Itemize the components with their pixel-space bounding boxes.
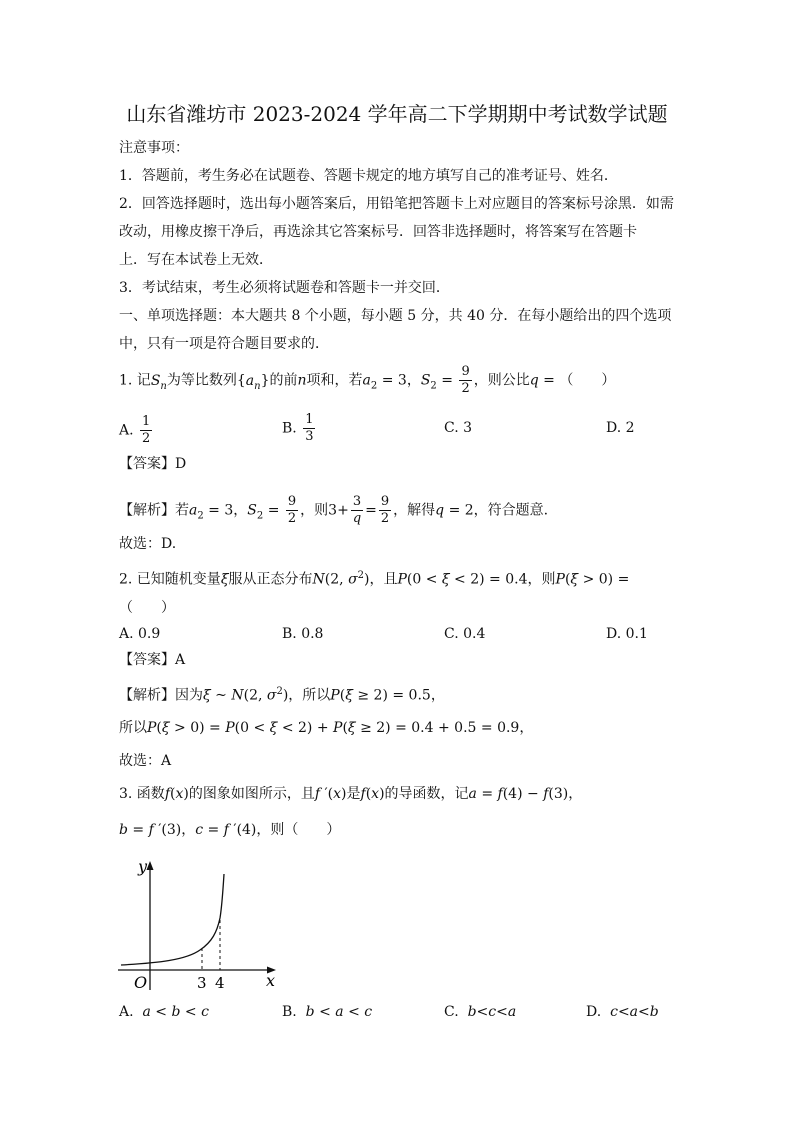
q3-option-b: B. b < a < c xyxy=(282,1004,373,1020)
q2-option-b: B. 0.8 xyxy=(282,626,324,642)
q2-explanation-1: 【解析】因为ξ ~ N(2, $\sigma^2$)，所以P(ξ ≥ 2) = 0.5， xyxy=(119,686,445,704)
q2-explanation-2: 所以P(ξ > 0) = P(0 < ξ < 2) + P(ξ ≥ 2) = 0.4 + 0.5 = 0.9， xyxy=(119,720,534,736)
notice-item-3: 3．考试结束，考生必须将试题卷和答题卡一并交回． xyxy=(119,280,450,296)
notice-item-2a: 2．回答选择题时，选出每小题答案后，用铅笔把答题卡上对应题目的答案标号涂黑．如需 xyxy=(119,196,674,212)
q1-answer: 【答案】D xyxy=(119,456,187,472)
q1-option-d: D. 2 xyxy=(606,420,635,436)
q1-explanation: 【解析】若$a_2 = 3$，$S_2$ = $\frac{9}{2}$ ，则3+ $\frac{3}{q}$ = $\frac{9}{2}$ ，解得q = 2，符合题意. xyxy=(119,494,549,526)
tick-label-4: 4 xyxy=(215,974,225,992)
q3-function-graph xyxy=(118,852,288,994)
notice-item-1: 1．答题前，考生务必在试题卷、答题卡规定的地方填写自己的准考证号、姓名． xyxy=(119,168,618,184)
notice-item-2c: 上．写在本试卷上无效． xyxy=(119,252,273,268)
y-axis-label: y xyxy=(138,857,148,876)
page-title: 山东省潍坊市 2023-2024 学年高二下学期期中考试数学试题 xyxy=(126,102,668,126)
q3-option-d: D. c<a<b xyxy=(586,1004,659,1020)
q2-answer: 【答案】A xyxy=(119,652,186,668)
q2-paren: （ ） xyxy=(119,600,175,616)
q1-option-c: C. 3 xyxy=(444,420,473,436)
notice-heading: 注意事项： xyxy=(119,140,189,156)
origin-label: O xyxy=(134,973,148,992)
q3-option-c: C. b<c<a xyxy=(444,1004,517,1020)
q2-option-c: C. 0.4 xyxy=(444,626,486,642)
function-curve xyxy=(121,874,224,965)
q2-stem: 2. 已知随机变量ξ服从正态分布N(2, $\sigma^2$)，且P(0 < ξ < 2) = 0.4，则P(ξ > 0) = xyxy=(119,570,630,588)
x-axis-label: x xyxy=(266,971,276,990)
q1-stem: 1. 记$S_n$为等比数列$\{a_n\}$的前n项和，若$a_2 = 3$，$S_2$ = $\frac{9}{2}$ ，则公比q = （ ） xyxy=(119,364,616,396)
q1-option-a: A. $\frac{1}{2}$ xyxy=(119,414,151,446)
tick-label-3: 3 xyxy=(197,974,207,992)
q3-stem: 3. 函数f(x)的图象如图所示，且f ′(x)是f(x)的导函数，记a = f(4) − f(3)， xyxy=(119,786,583,802)
notice-item-2b: 改动，用橡皮擦干净后，再选涂其它答案标号．回答非选择题时，将答案写在答题卡 xyxy=(119,224,637,240)
section1-line2: 中，只有一项是符合题目要求的． xyxy=(119,336,329,352)
q1-option-b: B. $\frac{1}{3}$ xyxy=(282,412,314,444)
q2-option-d: D. 0.1 xyxy=(606,626,648,642)
q1-conclusion: 故选：D. xyxy=(119,536,177,552)
q3-option-a: A. a < b < c xyxy=(119,1004,209,1020)
q2-option-a: A. 0.9 xyxy=(119,626,161,642)
y-axis-arrow xyxy=(147,861,154,870)
q2-conclusion: 故选：A xyxy=(119,753,172,769)
q3-stem-line2: b = f ′(3)，c = f ′(4)，则（ ） xyxy=(119,822,341,838)
section1-line1: 一、单项选择题：本大题共 8 个小题，每小题 5 分，共 40 分．在每小题给出的四个选项 xyxy=(119,308,672,324)
